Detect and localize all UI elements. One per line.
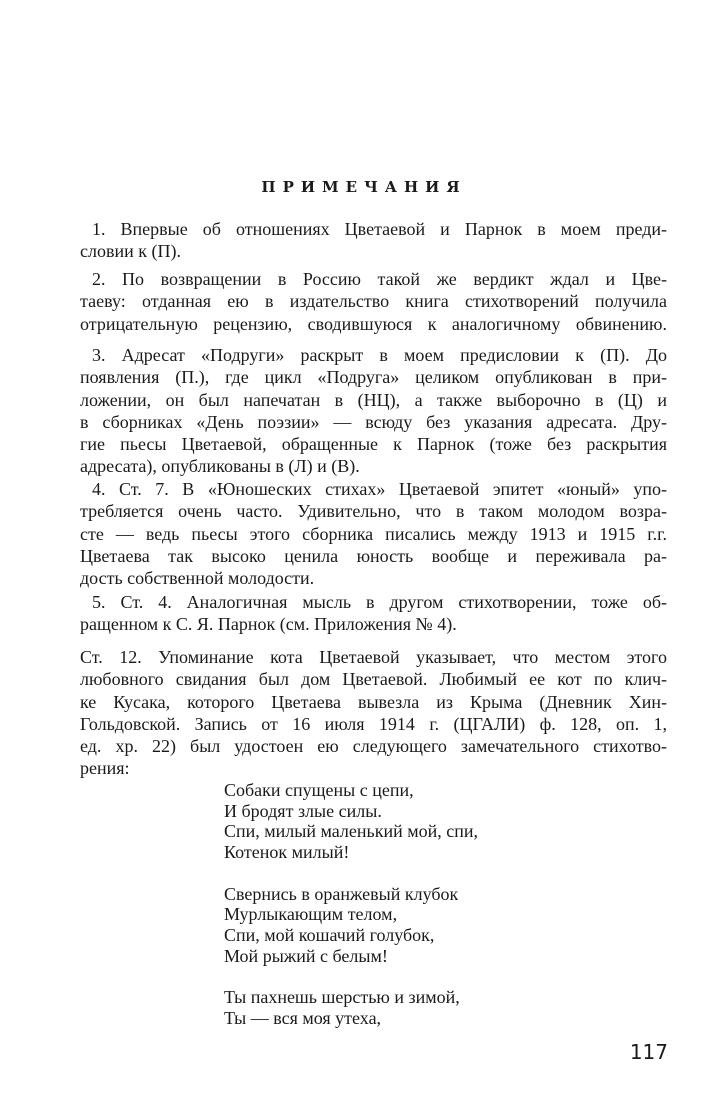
poem-line: Мой рыжий с белым! xyxy=(224,945,388,966)
note-5 xyxy=(80,591,667,636)
note-line: Гольдовской. Запись от 16 июля 1914 г. (ЦГАЛИ) ф. 128, оп. 1, xyxy=(80,713,667,734)
note-line: ед. хр. 22) был удостоен ею следующего замечательного стихотво- xyxy=(80,736,667,757)
note-line: таеву: отданная ею в издательство книга стихотворений получила xyxy=(80,291,667,312)
note-1 xyxy=(80,218,667,263)
poem-line: Спи, милый маленький мой, спи, xyxy=(224,821,479,842)
note-line: 5. Ст. 4. Аналогичная мысль в другом стихотворении, тоже об- xyxy=(92,592,667,612)
note-line: сте — ведь пьесы этого сборника писались между 1913 и 1915 г.г. xyxy=(80,523,667,544)
note-line: ложении, он был напечатан в (НЦ), а также выборочно в (Ц) и xyxy=(80,389,667,410)
poem-line: И бродят злые силы. xyxy=(224,800,382,821)
poem-stanza xyxy=(224,987,644,1028)
note-line: 2. По возвращении в Россию такой же вердикт ждал и Цве- xyxy=(92,269,667,289)
poem-stanza xyxy=(224,780,644,863)
poem xyxy=(224,780,644,1049)
poem-stanza xyxy=(224,884,644,967)
poem-line: Ты — вся моя утеха, xyxy=(224,1007,382,1028)
note-line: адресата), опубликованы в (Л) и (В). xyxy=(80,456,360,477)
note-2 xyxy=(80,268,667,335)
note-line: 1. Впервые об отношениях Цветаевой и Парнок в моем преди- xyxy=(92,219,667,239)
note-line: дость собственной молодости. xyxy=(80,568,315,589)
poem-line: Спи, мой кошачий голубок, xyxy=(224,924,435,945)
page-title: ПРИМЕЧАНИЯ xyxy=(261,178,467,196)
note-line: ке Кусака, которого Цветаева вывезла из Крыма (Дневник Хин- xyxy=(80,691,667,712)
page-number: 117 xyxy=(629,1040,668,1064)
note-line: появления (П.), где цикл «Подруга» целиком опубликован в при- xyxy=(80,367,667,388)
poem-line: Собаки спущены с цепи, xyxy=(224,780,414,800)
poem-line: Котенок милый! xyxy=(224,842,350,863)
note-line: гие пьесы Цветаевой, обращенные к Парнок (тоже без раскрытия xyxy=(80,434,667,455)
note-line: отрицательную рецензию, сводившуюся к аналогичному обвинению. xyxy=(80,313,667,334)
note-line: требляется очень часто. Удивительно, что в таком молодом возра- xyxy=(80,501,667,522)
note-line: словии к (П). xyxy=(80,241,181,262)
note-line: ращенном к С. Я. Парнок (см. Приложения № 4). xyxy=(80,614,457,635)
poem-line: Свернись в оранжевый клубок xyxy=(224,883,459,904)
note-line: 3. Адресат «Подруги» раскрыт в моем предисловии к (П). До xyxy=(92,345,667,365)
note-line: рения: xyxy=(80,758,130,779)
note-6 xyxy=(80,646,667,780)
poem-line: Мурлыкающим телом, xyxy=(224,904,398,925)
note-line: 4. Ст. 7. В «Юношеских стихах» Цветаевой эпитет «юный» упо- xyxy=(92,479,667,499)
note-line: Ст. 12. Упоминание кота Цветаевой указывает, что местом этого xyxy=(80,647,667,667)
note-line: в сборниках «День поэзии» — всюду без указания адресата. Дру- xyxy=(80,411,667,432)
poem-line: Ты пахнешь шерстью и зимой, xyxy=(224,987,460,1007)
note-line: любовного свидания был дом Цветаевой. Любимый ее кот по клич- xyxy=(80,669,667,690)
note-3 xyxy=(80,344,667,478)
note-4 xyxy=(80,478,667,589)
note-line: Цветаева так высоко ценила юность вообще и переживала ра- xyxy=(80,545,667,566)
